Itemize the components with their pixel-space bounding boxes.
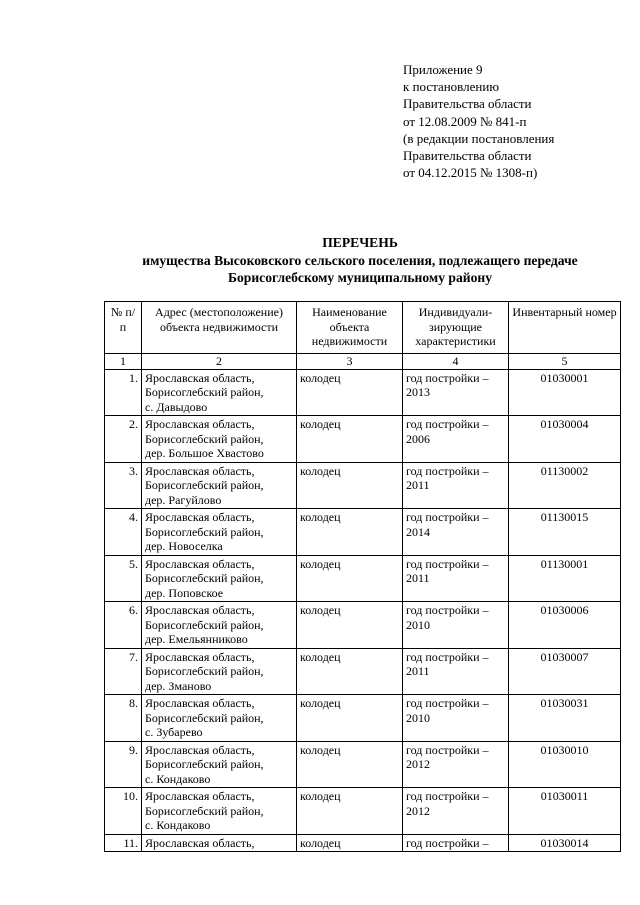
- row-characteristics-line: 2011: [406, 571, 430, 585]
- row-number: 9.: [105, 741, 142, 788]
- header-characteristics: Индивидуали-зирующие характеристики: [403, 302, 509, 354]
- row-address-line: Ярославская область,: [145, 510, 255, 524]
- row-address-line: с. Кондаково: [145, 818, 211, 832]
- row-number: 2.: [105, 416, 142, 463]
- row-address-line: Борисоглебский район,: [145, 803, 264, 818]
- row-address: [142, 834, 297, 852]
- row-address-line: дер. Емельянниково: [145, 632, 248, 646]
- row-inventory-number: 01030014: [509, 834, 621, 852]
- row-inventory-number: 01030006: [509, 602, 621, 649]
- row-characteristics-line: год постройки –: [406, 463, 489, 478]
- appendix-line: от 04.12.2015 № 1308-п): [403, 165, 538, 181]
- row-characteristics: [403, 741, 509, 788]
- title-line-2: Борисоглебскому муниципальному району: [227, 270, 492, 285]
- row-inventory-number: 01030004: [509, 416, 621, 463]
- row-address-line: Борисоглебский район,: [145, 478, 264, 492]
- row-characteristics: [403, 834, 509, 852]
- row-address: [142, 416, 297, 463]
- appendix-line: к постановлению: [403, 79, 500, 95]
- document-title: [100, 234, 620, 287]
- row-characteristics: [403, 788, 509, 835]
- header-number: № п/п: [105, 302, 142, 354]
- row-address-line: Ярославская область,: [145, 696, 255, 710]
- row-number: 7.: [105, 648, 142, 695]
- row-address-line: Ярославская область,: [145, 789, 255, 803]
- row-address: [142, 741, 297, 788]
- column-number: 2: [142, 354, 297, 370]
- property-table: [104, 301, 621, 852]
- title-heading: ПЕРЕЧЕНЬ: [322, 235, 398, 250]
- row-address-line: Борисоглебский район,: [145, 617, 264, 632]
- table-body: [105, 369, 621, 852]
- row-object-name: колодец: [297, 369, 403, 416]
- row-address-line: Ярославская область,: [145, 370, 255, 385]
- row-characteristics-line: год постройки –: [406, 510, 489, 524]
- row-inventory-number: 01030011: [509, 788, 621, 835]
- row-address-line: Борисоглебский район,: [145, 571, 264, 585]
- row-address: [142, 555, 297, 602]
- row-characteristics-line: 2012: [406, 803, 430, 818]
- row-address-line: дер. Большое Хвастово: [145, 446, 264, 460]
- row-inventory-number: 01130015: [509, 509, 621, 556]
- row-object-name: колодец: [297, 555, 403, 602]
- row-characteristics-line: 2013: [406, 385, 430, 399]
- row-number: 11.: [105, 834, 142, 852]
- row-characteristics-line: год постройки –: [406, 789, 489, 803]
- row-characteristics: [403, 555, 509, 602]
- row-characteristics-line: 2011: [406, 664, 430, 678]
- row-number: 4.: [105, 509, 142, 556]
- row-address-line: Ярославская область,: [145, 603, 255, 617]
- row-object-name: колодец: [297, 695, 403, 742]
- row-address-line: Борисоглебский район,: [145, 385, 264, 399]
- header-inventory: Инвентарный номер: [509, 302, 621, 354]
- row-address-line: с. Зубарево: [145, 725, 203, 739]
- row-characteristics-line: 2011: [406, 478, 430, 492]
- row-address: [142, 788, 297, 835]
- row-number: 5.: [105, 555, 142, 602]
- row-object-name: колодец: [297, 788, 403, 835]
- row-address-line: Борисоглебский район,: [145, 664, 264, 678]
- appendix-reference: [403, 61, 554, 181]
- column-number: 4: [403, 354, 509, 370]
- column-number: 5: [509, 354, 621, 370]
- row-object-name: колодец: [297, 416, 403, 463]
- row-address-line: Ярославская область,: [145, 556, 255, 571]
- row-inventory-number: 01130001: [509, 555, 621, 602]
- row-characteristics-line: год постройки –: [406, 603, 489, 617]
- appendix-line: от 12.08.2009 № 841-п: [403, 113, 527, 129]
- row-address-line: Борисоглебский район,: [145, 431, 264, 446]
- appendix-line: Правительства области: [403, 96, 532, 112]
- row-number: 3.: [105, 462, 142, 509]
- appendix-line: Правительства области: [403, 148, 532, 164]
- appendix-line: (в редакции постановления: [403, 130, 555, 146]
- table-row: [105, 788, 621, 835]
- row-object-name: колодец: [297, 509, 403, 556]
- row-characteristics-line: год постройки –: [406, 370, 489, 385]
- column-number: 3: [297, 354, 403, 370]
- row-address-line: Ярославская область,: [145, 835, 255, 850]
- row-address-line: Ярославская область,: [145, 417, 255, 431]
- row-inventory-number: 01030001: [509, 369, 621, 416]
- row-characteristics: [403, 509, 509, 556]
- row-object-name: колодец: [297, 834, 403, 852]
- row-characteristics-line: 2014: [406, 524, 430, 539]
- row-object-name: колодец: [297, 462, 403, 509]
- row-object-name: колодец: [297, 648, 403, 695]
- row-characteristics-line: год постройки –: [406, 417, 489, 431]
- row-address-line: дер. Рагуйлово: [145, 492, 222, 507]
- table-row: [105, 462, 621, 509]
- row-number: 6.: [105, 602, 142, 649]
- table-row: [105, 695, 621, 742]
- row-characteristics: [403, 695, 509, 742]
- row-address-line: Ярославская область,: [145, 649, 255, 664]
- table-row: [105, 509, 621, 556]
- row-address-line: дер. Новоселка: [145, 539, 223, 553]
- row-address: [142, 695, 297, 742]
- row-address-line: Борисоглебский район,: [145, 524, 264, 539]
- row-address-line: с. Кондаково: [145, 771, 211, 786]
- header-address: Адрес (местоположение) объекта недвижимости: [142, 302, 297, 354]
- table-row: [105, 741, 621, 788]
- table-row: [105, 602, 621, 649]
- row-number: 1.: [105, 369, 142, 416]
- row-number: 10.: [105, 788, 142, 835]
- row-characteristics: [403, 369, 509, 416]
- row-inventory-number: 01130002: [509, 462, 621, 509]
- row-address: [142, 462, 297, 509]
- row-characteristics-line: год постройки –: [406, 556, 489, 571]
- title-line-1: имущества Высоковского сельского поселения, подлежащего передаче: [142, 252, 578, 268]
- row-characteristics-line: год постройки –: [406, 835, 489, 850]
- table-row: [105, 555, 621, 602]
- row-characteristics-line: 2010: [406, 617, 430, 632]
- row-address-line: Борисоглебский район,: [145, 710, 264, 725]
- row-inventory-number: 01030007: [509, 648, 621, 695]
- row-address-line: дер. Поповское: [145, 585, 224, 600]
- row-inventory-number: 01030031: [509, 695, 621, 742]
- row-characteristics-line: год постройки –: [406, 696, 489, 710]
- row-characteristics-line: год постройки –: [406, 649, 489, 664]
- table-row: [105, 416, 621, 463]
- column-number: 1: [105, 354, 142, 370]
- row-characteristics: [403, 462, 509, 509]
- row-address-line: дер. Зманово: [145, 678, 212, 693]
- row-address-line: Ярославская область,: [145, 463, 255, 478]
- table-row: [105, 834, 621, 852]
- row-characteristics-line: год постройки –: [406, 742, 489, 757]
- row-characteristics: [403, 602, 509, 649]
- column-numbers-row: [105, 354, 621, 370]
- row-characteristics: [403, 416, 509, 463]
- row-number: 8.: [105, 695, 142, 742]
- row-characteristics: [403, 648, 509, 695]
- appendix-line: Приложение 9: [403, 62, 483, 77]
- row-characteristics-line: 2012: [406, 757, 430, 771]
- row-inventory-number: 01030010: [509, 741, 621, 788]
- table-row: [105, 369, 621, 416]
- row-address: [142, 369, 297, 416]
- row-object-name: колодец: [297, 602, 403, 649]
- row-address-line: с. Давыдово: [145, 399, 208, 414]
- table-row: [105, 648, 621, 695]
- row-characteristics-line: 2006: [406, 431, 430, 446]
- row-characteristics-line: 2010: [406, 710, 430, 725]
- table-header-row: [105, 302, 621, 354]
- row-object-name: колодец: [297, 741, 403, 788]
- row-address: [142, 509, 297, 556]
- row-address-line: Борисоглебский район,: [145, 757, 264, 771]
- row-address: [142, 602, 297, 649]
- header-name: Наименование объекта недвижимости: [297, 302, 403, 354]
- row-address: [142, 648, 297, 695]
- row-address-line: Ярославская область,: [145, 742, 255, 757]
